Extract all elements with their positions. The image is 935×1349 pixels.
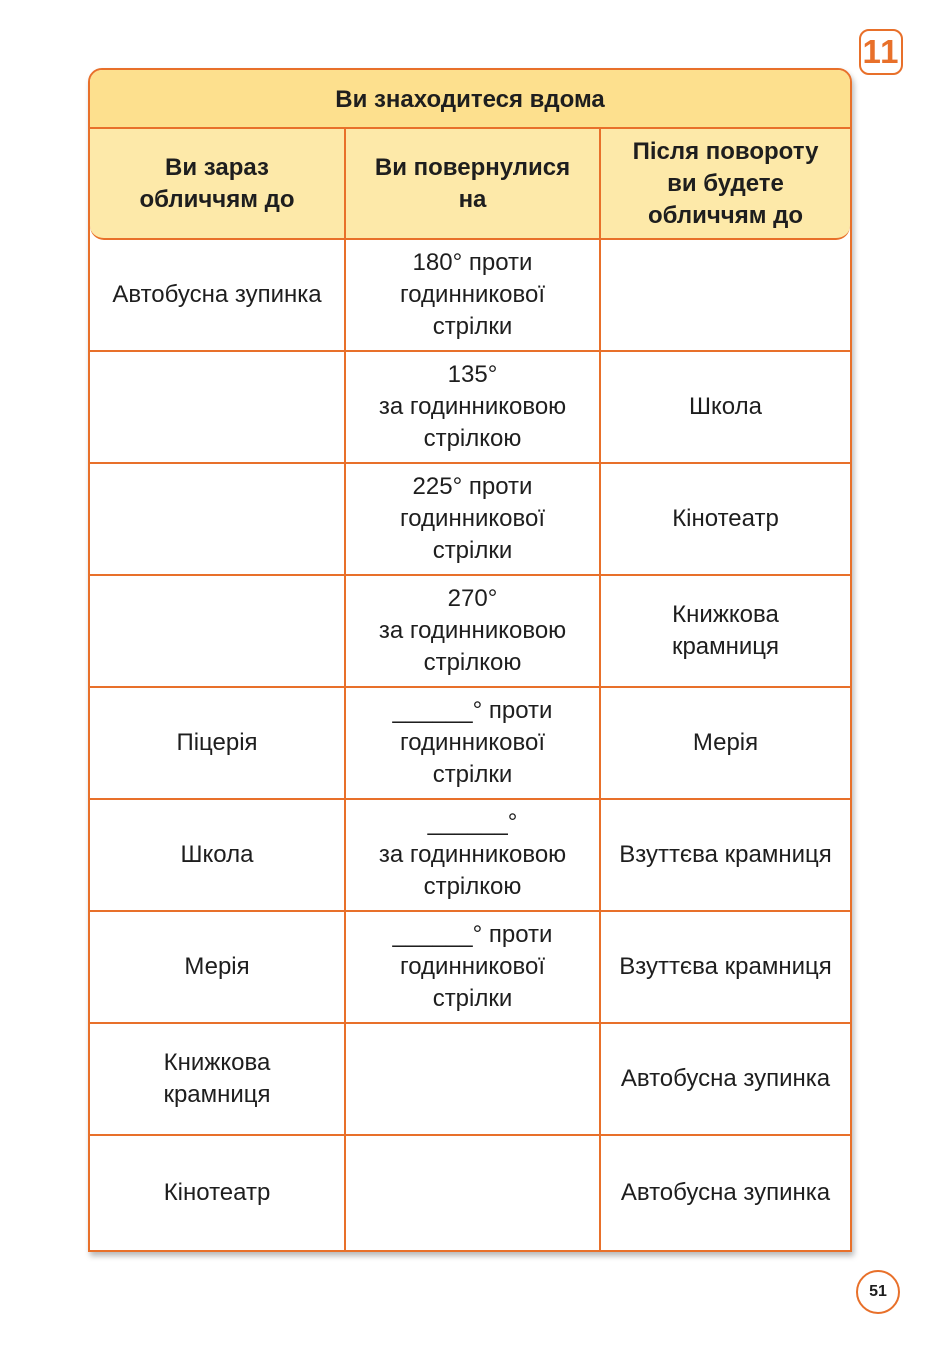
cell-turn[interactable]: ______° проти годинникової стрілки	[344, 912, 599, 1022]
cell-facing-after: Взуттєва крамниця	[599, 800, 850, 910]
table-row	[90, 1024, 850, 1136]
cell-facing-after: Взуттєва крамниця	[599, 912, 850, 1022]
table-row	[90, 1136, 850, 1250]
cell-current-facing: Кінотеатр	[163, 1179, 271, 1206]
cell-facing-after: Кінотеатр	[599, 464, 850, 574]
cell-facing-after: Мерія	[599, 688, 850, 798]
cell-current-facing: Школа	[180, 841, 254, 868]
cell-turn: 270° за годинниковою стрілкою	[344, 576, 599, 686]
page-number: 51	[856, 1270, 900, 1314]
cell-turn[interactable]	[344, 1024, 599, 1134]
cell-current-facing: Книжкова крамниця	[163, 1049, 271, 1108]
cell-current-facing[interactable]	[90, 576, 344, 686]
cell-turn[interactable]	[344, 1136, 599, 1250]
cell-facing-after: Школа	[599, 352, 850, 462]
header-facing-after-turn: Після повороту ви будете обличчям до	[599, 129, 850, 238]
table-row	[90, 464, 850, 576]
cell-current-facing: Піцерія	[176, 729, 258, 756]
cell-turn: 135° за годинниковою стрілкою	[344, 352, 599, 462]
table-title: Ви знаходитеся вдома	[90, 70, 850, 129]
cell-facing-after[interactable]	[599, 240, 850, 350]
table-header-row	[90, 129, 850, 240]
cell-current-facing: Мерія	[184, 953, 250, 980]
cell-current-facing[interactable]	[90, 464, 344, 574]
cell-turn: 180° проти годинникової стрілки	[344, 240, 599, 350]
table-row	[90, 576, 850, 688]
cell-turn: 225° проти годинникової стрілки	[344, 464, 599, 574]
table-row	[90, 352, 850, 464]
cell-turn[interactable]: ______° проти годинникової стрілки	[344, 688, 599, 798]
cell-facing-after: Автобусна зупинка	[599, 1024, 850, 1134]
cell-facing-after: Книжкова крамниця	[599, 576, 850, 686]
header-current-facing: Ви зараз обличчям до	[139, 153, 295, 213]
table-body	[90, 240, 850, 1250]
header-turned-by: Ви повернулися на	[344, 129, 599, 238]
cell-facing-after: Автобусна зупинка	[599, 1136, 850, 1250]
table-row	[90, 912, 850, 1024]
cell-current-facing[interactable]	[90, 352, 344, 462]
cell-current-facing: Автобусна зупинка	[112, 281, 322, 308]
table-row	[90, 688, 850, 800]
chapter-number-badge: 11	[859, 29, 903, 75]
cell-turn[interactable]: ______° за годинниковою стрілкою	[344, 800, 599, 910]
table-row	[90, 800, 850, 912]
table-row	[90, 240, 850, 352]
directions-table	[88, 68, 852, 1252]
